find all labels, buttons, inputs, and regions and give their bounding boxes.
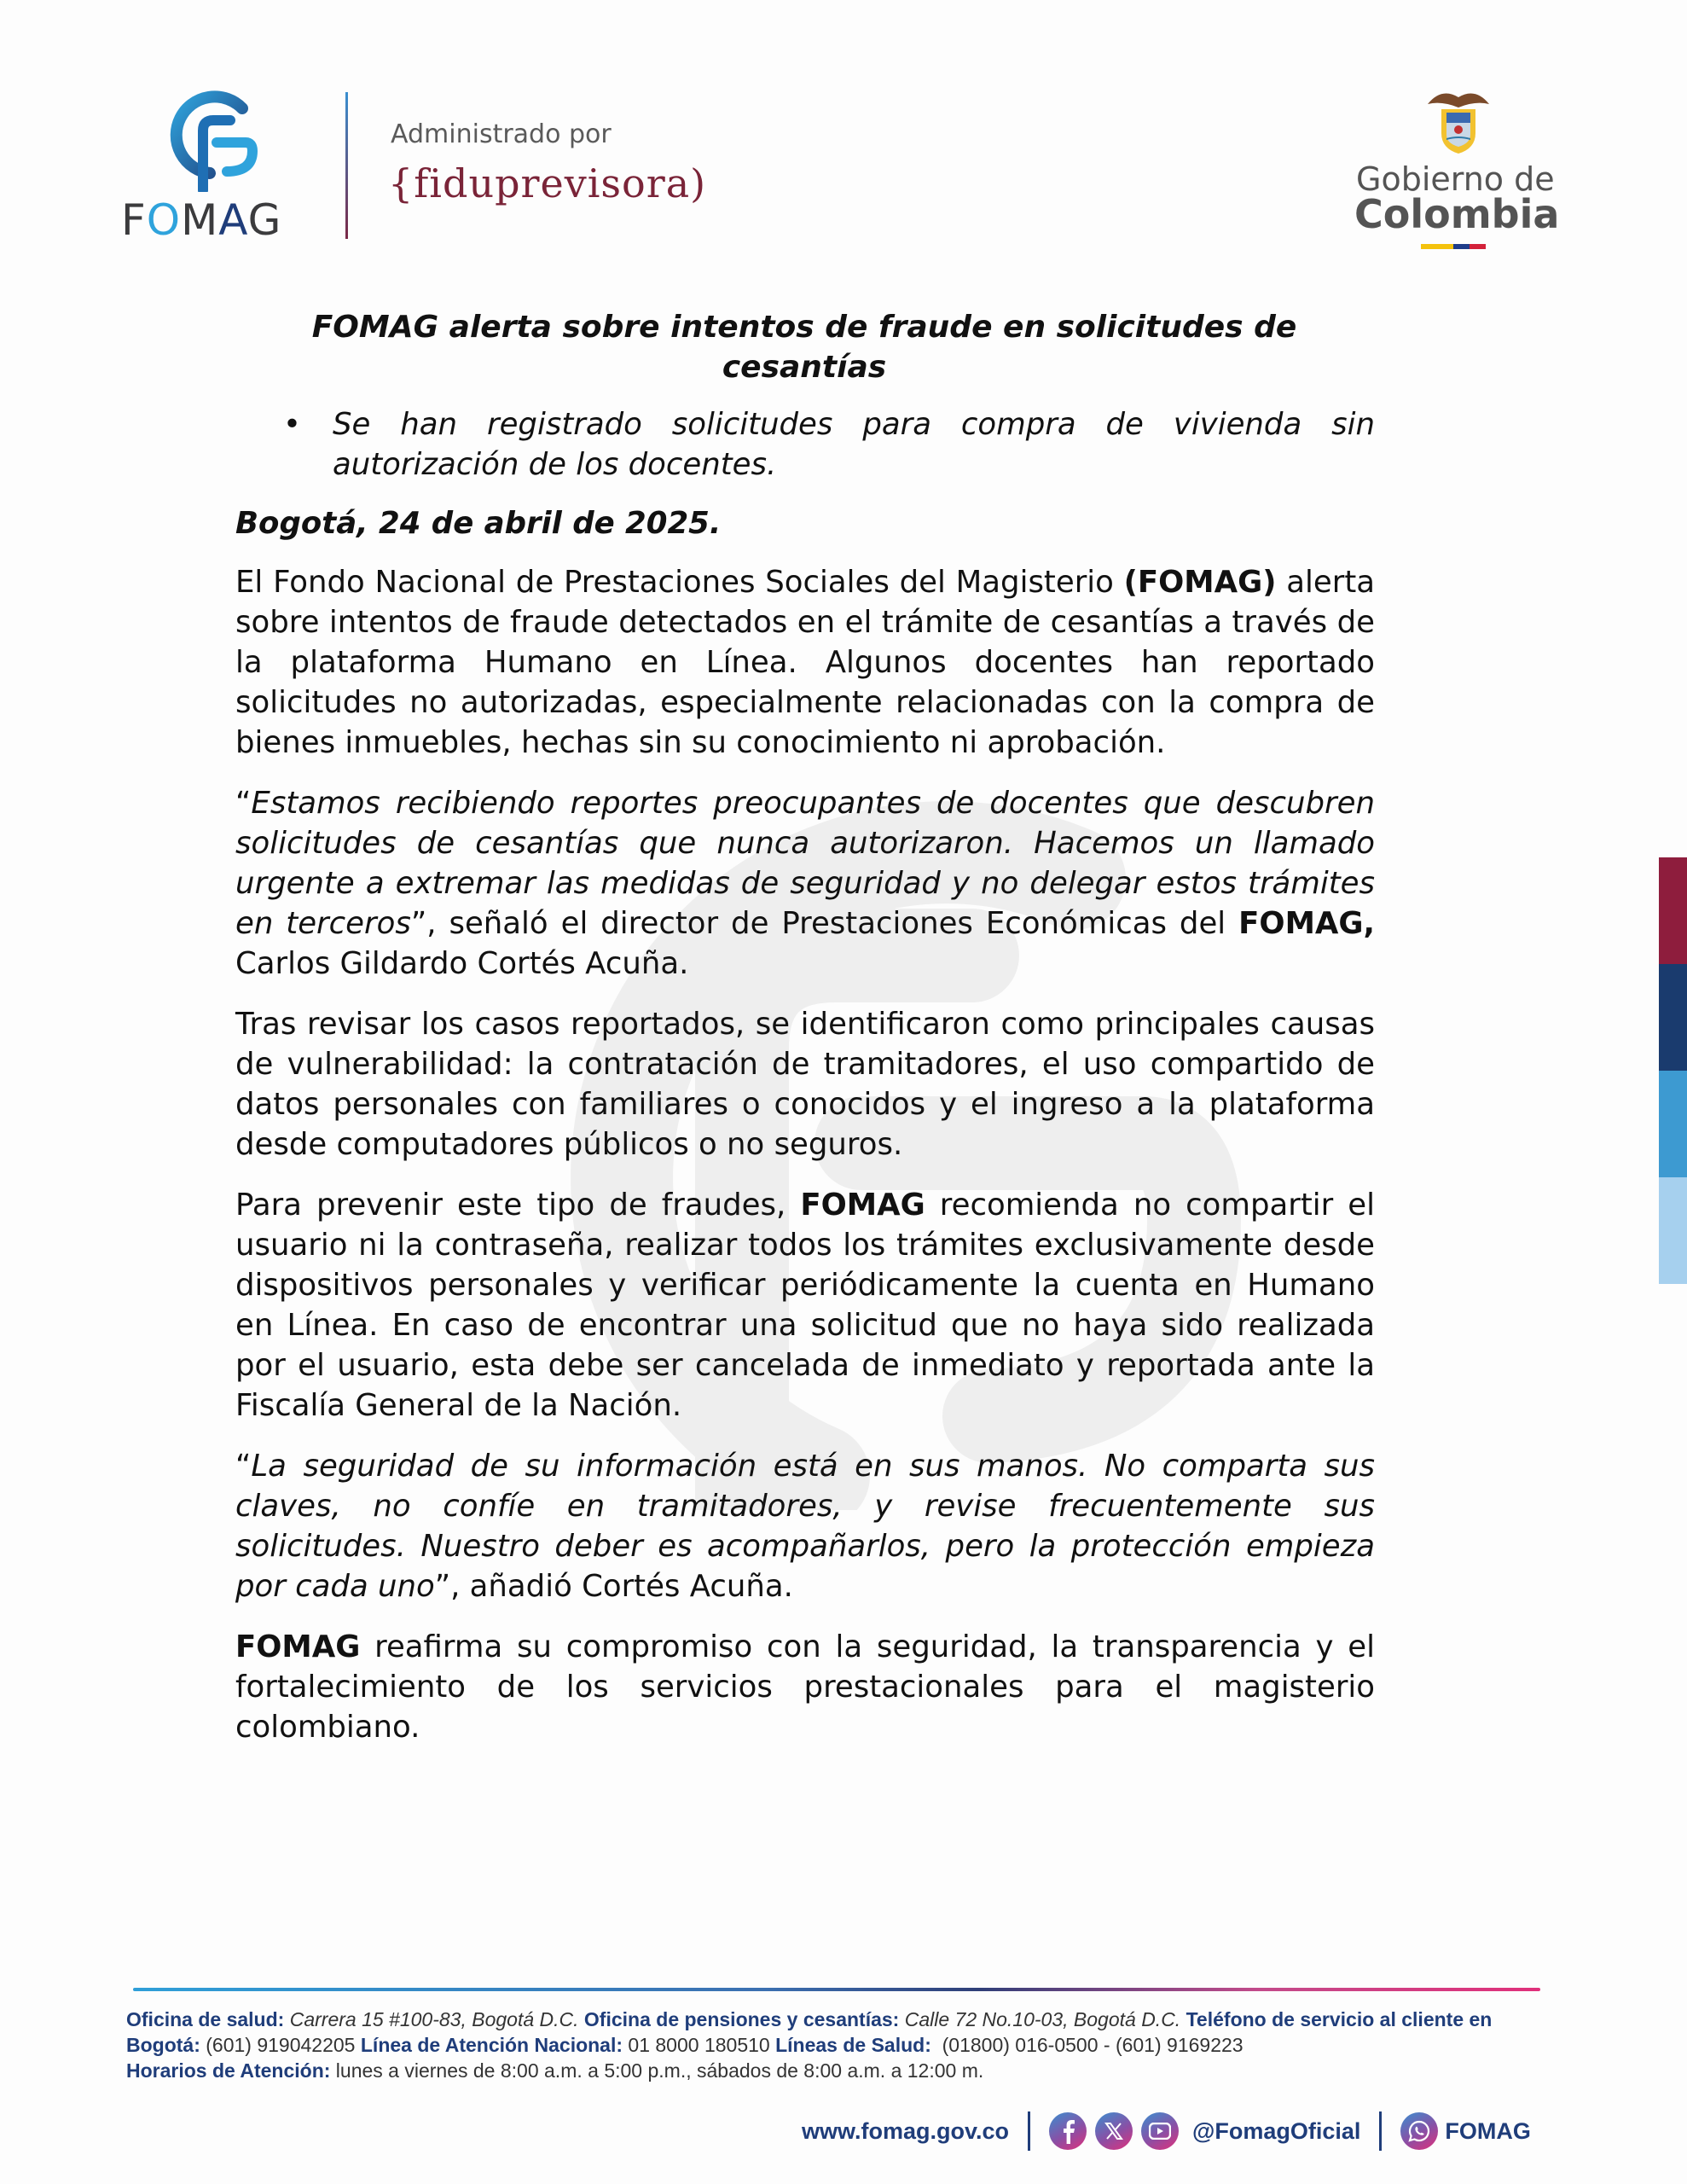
gov-logo-line1: Gobierno de — [1356, 160, 1555, 198]
colombia-flag-bar — [1421, 244, 1486, 249]
health-lines-numbers: (01800) 016-0500 - (601) 9169223 — [930, 2034, 1244, 2056]
footer-contact-info — [126, 2007, 1552, 2083]
whatsapp-icon[interactable] — [1400, 2112, 1438, 2150]
p5-quote-text: La seguridad de su información está en sus manos. No comparta sus claves, no confíe en tramitadores, y revise frecuentemente sus solicitudes. Nuestro deber es acompañarlos, pero la protección empieza por cada uno — [235, 1449, 1375, 1604]
p6-text-c: reafirma su compromiso con la seguridad, la transparencia y el fortalecimiento de los servicios prestacionales para el magisterio colombiano. — [235, 1629, 1375, 1745]
paragraph-1 — [235, 562, 1375, 763]
p2-bold: FOMAG, — [1238, 906, 1375, 941]
footer-separator — [1379, 2111, 1382, 2151]
paragraph-4 — [235, 1185, 1375, 1426]
hours-label: Horarios de Atención: — [126, 2059, 331, 2082]
facebook-icon[interactable] — [1049, 2112, 1087, 2150]
health-lines-label: Líneas de Salud: — [775, 2034, 931, 2056]
press-release-title: FOMAG alerta sobre intentos de fraude en solicitudes de cesantías — [311, 310, 1297, 385]
p2-speaker: Carlos Gildardo Cortés Acuña. — [235, 946, 689, 981]
phone-number: (601) 919042205 — [200, 2034, 361, 2056]
p5-open-quote: “ — [235, 1449, 252, 1484]
paragraph-2-quote — [235, 783, 1375, 984]
national-line-number: 01 8000 180510 — [623, 2034, 776, 2056]
phone-label: Teléfono de servicio al cliente en Bogotá: — [126, 2008, 1493, 2056]
p1-bold: (FOMAG) — [1123, 565, 1277, 600]
press-release-body — [235, 307, 1375, 1768]
pension-office-address: Calle 72 No.10-03, Bogotá D.C. — [899, 2008, 1186, 2030]
gobierno-de-colombia-logo — [1348, 85, 1569, 256]
health-office-label: Oficina de salud: — [126, 2008, 285, 2030]
footer-gradient-rule — [133, 1988, 1540, 1991]
youtube-icon[interactable] — [1141, 2112, 1179, 2150]
website-link[interactable]: www.fomag.gov.co — [802, 2117, 1010, 2144]
header-divider — [345, 92, 348, 239]
summary-bullet-text: Se han registrado solicitudes para compra de vivienda sin autorización de los docentes. — [333, 407, 1375, 482]
p1-text-a: El Fondo Nacional de Prestaciones Sociales del Magisterio — [235, 565, 1124, 600]
p2-open-quote: “ — [235, 786, 252, 821]
strip-segment-lightblue — [1659, 1177, 1687, 1284]
bullet-icon: • — [283, 407, 301, 442]
paragraph-5-quote — [235, 1446, 1375, 1606]
paragraph-3: Tras revisar los casos reportados, se identificaron como principales causas de vulnerabilidad: la contratación de tramitadores, el uso compartido de datos personales con familiares o conocidos y el ingreso a la plataforma desde computadores públicos o no seguros. — [235, 1007, 1375, 1162]
footer-links — [802, 2106, 1531, 2157]
paragraph-6 — [235, 1627, 1375, 1747]
p5-attribution: ”, añadió Cortés Acuña. — [434, 1569, 793, 1604]
p1-text-c: alerta sobre intentos de fraude detectados en el trámite de cesantías a través de la plataforma Humano en Línea. Algunos docentes han reportado solicitudes no autorizadas, especialmente relacionadas con la compra de bienes inmuebles, hechas sin su conocimiento ni aprobación. — [235, 565, 1375, 760]
coat-of-arms-icon — [1424, 85, 1493, 155]
p4-bold: FOMAG — [800, 1188, 925, 1223]
summary-bullet — [283, 404, 1375, 485]
pension-office-label: Oficina de pensiones y cesantías: — [583, 2008, 900, 2030]
p2-quote-text: Estamos recibiendo reportes preocupantes de docentes que descubren solicitudes de cesantías que nunca autorizaron. Hacemos un llamado urgente a extremar las medidas de seguridad y no delegar estos trámites en terceros — [235, 786, 1375, 941]
footer-separator — [1028, 2111, 1030, 2151]
fomag-logo — [118, 90, 314, 243]
gov-logo-line2: Colombia — [1354, 191, 1560, 237]
letterhead — [0, 0, 1687, 273]
dateline: Bogotá, 24 de abril de 2025. — [235, 506, 722, 541]
p4-text-c: recomienda no compartir el usuario ni la contraseña, realizar todos los trámites exclusivamente desde dispositivos personales y verificar periódicamente la cuenta en Humano en Línea. En caso de encontrar una solicitud que no haya sido realizada por el usuario, esta debe ser cancelada de inmediato y reportada ante la Fiscalía General de la Nación. — [235, 1188, 1375, 1423]
social-handle[interactable]: @FomagOficial — [1192, 2117, 1361, 2144]
p6-bold: FOMAG — [235, 1629, 361, 1664]
side-color-strip — [1659, 857, 1687, 1284]
strip-segment-navy — [1659, 964, 1687, 1071]
health-office-address: Carrera 15 #100-83, Bogotá D.C. — [284, 2008, 584, 2030]
strip-segment-maroon — [1659, 857, 1687, 964]
strip-segment-blue — [1659, 1071, 1687, 1177]
summary-bullets — [283, 404, 1375, 485]
p2-attribution: ”, señaló el director de Prestaciones Económicas del — [410, 906, 1239, 941]
fiduprevisora-logo: {fiduprevisora) — [388, 160, 707, 206]
whatsapp-brand-label[interactable]: FOMAG — [1445, 2117, 1531, 2144]
fomag-logo-text: FOMAG — [121, 195, 282, 245]
national-line-label: Línea de Atención Nacional: — [360, 2034, 623, 2056]
x-icon[interactable] — [1095, 2112, 1133, 2150]
hours-value: lunes a viernes de 8:00 a.m. a 5:00 p.m., sábados de 8:00 a.m. a 12:00 m. — [330, 2059, 984, 2082]
p4-text-a: Para prevenir este tipo de fraudes, — [235, 1188, 801, 1223]
fomag-logo-mark-icon — [167, 90, 261, 192]
administered-by-label: Administrado por — [391, 119, 612, 149]
